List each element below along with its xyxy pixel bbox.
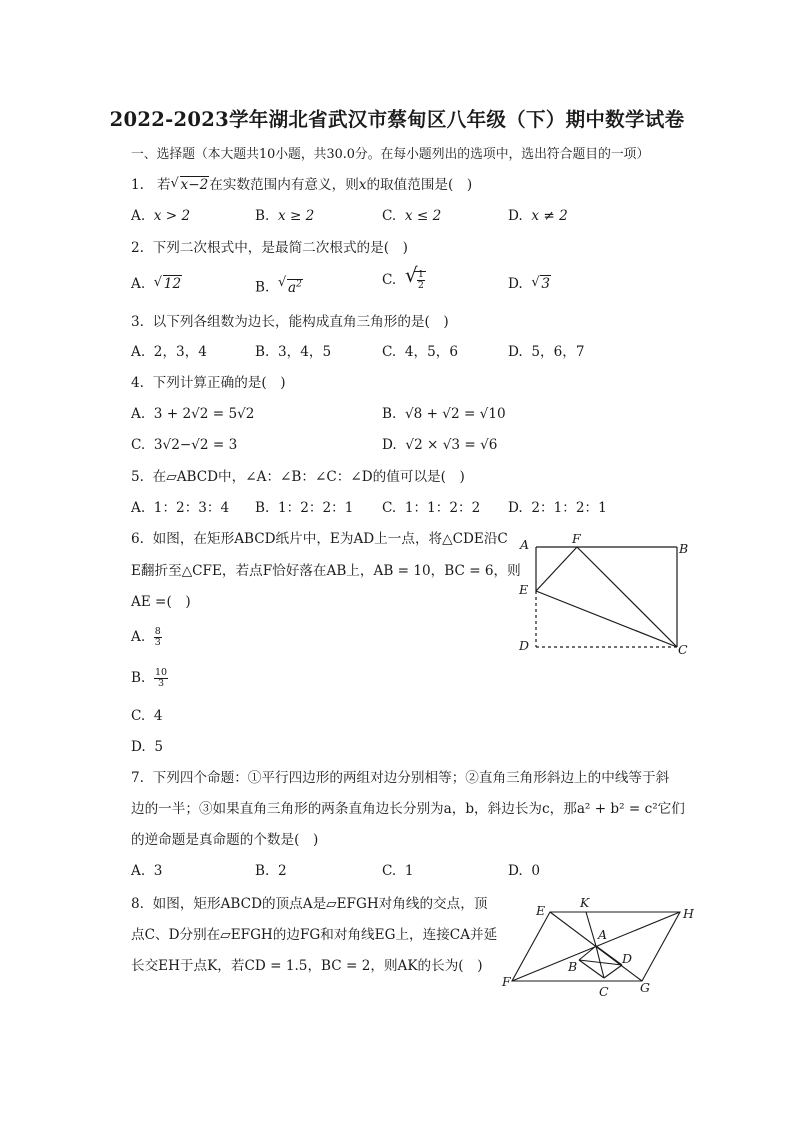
option-d: D. √ 3 (508, 275, 551, 292)
option-b: B. x ≥ 2 (255, 208, 315, 224)
question-8-line-3: 长交EH于点K，若CD = 1.5，BC = 2，则AK的长为( ) (131, 958, 483, 974)
option-c: C. 1 (382, 863, 414, 879)
question-7-line-3: 的逆命题是真命题的个数是( ) (131, 832, 319, 848)
option-d: D. √2 × √3 = √6 (382, 437, 498, 453)
point-label-c: C (678, 642, 688, 657)
segment-fc (577, 547, 677, 647)
point-label-e: E (536, 903, 546, 918)
point-label-k: K (580, 895, 590, 910)
option-b: B. 3，4，5 (255, 344, 332, 360)
point-label-f: F (502, 974, 511, 989)
question-2: 2. 下列二次根式中，是最简二次根式的是( ) (131, 240, 408, 256)
segment-ef (536, 547, 577, 591)
question-number: 5. (131, 469, 144, 485)
figure-parallelogram (498, 893, 698, 1005)
point-label-d: D (519, 638, 530, 653)
exam-title: 2022-2023学年湖北省武汉市蔡甸区八年级（下）期中数学试卷 (109, 108, 685, 131)
option-d: D. 5 (131, 739, 164, 755)
option-d: D. x ≠ 2 (508, 208, 568, 224)
option-d: D. 2：1：2：1 (508, 500, 607, 516)
option-d: D. 5，6，7 (508, 344, 585, 360)
question-7-line-2: 边的一半；③如果直角三角形的两条直角边长分别为a，b，斜边长为c，那a² + b² = c²它们 (131, 801, 685, 817)
option-b: B. √ $a^2$ (255, 275, 302, 296)
point-label-h: H (683, 906, 694, 921)
option-c: C. x ≤ 2 (382, 208, 442, 224)
question-6-line-2: E翻折至△CFE，若点F恰好落在AB上，AB = 10，BC = 6，则 (131, 563, 521, 579)
option-b: B. 1：2：2：1 (255, 500, 354, 516)
option-c: C. 4 (131, 708, 163, 724)
question-number: 6. (131, 531, 144, 547)
question-7-line-1: 7. 下列四个命题：①平行四边形的两组对边分别相等；②直角三角形斜边上的中线等于斜 (131, 770, 670, 786)
question-1: 1. 若 √ x−2在实数范围内有意义，则x的取值范围是( ) (131, 176, 473, 193)
point-label-b: B (568, 959, 578, 974)
point-label-e: E (519, 582, 529, 597)
option-c: C. √ $\frac{1}{2}$ (382, 263, 424, 291)
point-label-a: A (520, 537, 530, 552)
option-a: A. 2，3，4 (131, 344, 207, 360)
section-heading: 一、选择题（本大题共10小题，共30.0分。在每小题列出的选项中，选出符合题目的一项） (131, 147, 650, 162)
option-a: A. $\frac{8}{3}$ (131, 626, 161, 648)
option-b: B. 2 (255, 863, 287, 879)
option-a: A. √ 12 (131, 275, 182, 292)
option-b: B. $\frac{10}{3}$ (131, 667, 168, 689)
question-number: 1. (131, 177, 144, 193)
question-number: 7. (131, 770, 144, 786)
point-label-c: C (599, 984, 609, 999)
point-label-g: G (640, 980, 650, 995)
option-b: B. √8 + √2 = √10 (382, 406, 506, 422)
question-number: 8. (131, 896, 144, 912)
point-label-a: A (598, 927, 608, 942)
question-8-line-1: 8. 如图，矩形ABCD的顶点A是▱EFGH对角线的交点，顶 (131, 896, 488, 912)
option-a: A. x > 2 (131, 208, 191, 224)
question-number: 2. (131, 240, 144, 256)
question-4: 4. 下列计算正确的是( ) (131, 375, 286, 391)
question-6-line-3: AE =( ) (131, 594, 191, 610)
segment-ec (536, 591, 677, 647)
segment-dc (604, 965, 622, 978)
question-number: 3. (131, 314, 144, 330)
point-label-d: D (622, 951, 633, 966)
option-c: C. 1：1：2：2 (382, 500, 481, 516)
question-5: 5. 在▱ABCD中，∠A：∠B：∠C：∠D的值可以是( ) (131, 469, 465, 485)
question-number: 4. (131, 375, 144, 391)
point-label-f: F (572, 531, 581, 546)
option-a: A. 3 (131, 863, 163, 879)
option-a: A. 3 + 2√2 = 5√2 (131, 406, 255, 422)
option-a: A. 1：2：3：4 (131, 500, 230, 516)
point-label-b: B (679, 541, 689, 556)
option-c: C. 3√2−√2 = 3 (131, 437, 238, 453)
question-3: 3. 以下列各组数为边长，能构成直角三角形的是( ) (131, 314, 449, 330)
figure-rectangle-fold (510, 530, 700, 660)
sqrt-expression: √ x−2 (170, 176, 209, 193)
question-6-line-1: 6. 如图，在矩形ABCD纸片中，E为AD上一点，将△CDE沿C (131, 531, 508, 547)
option-d: D. 0 (508, 863, 541, 879)
segment-ka (586, 912, 596, 946)
question-8-line-2: 点C、D分别在▱EFGH的边FG和对角线EG上，连接CA并延 (131, 927, 498, 943)
option-c: C. 4，5，6 (382, 344, 459, 360)
